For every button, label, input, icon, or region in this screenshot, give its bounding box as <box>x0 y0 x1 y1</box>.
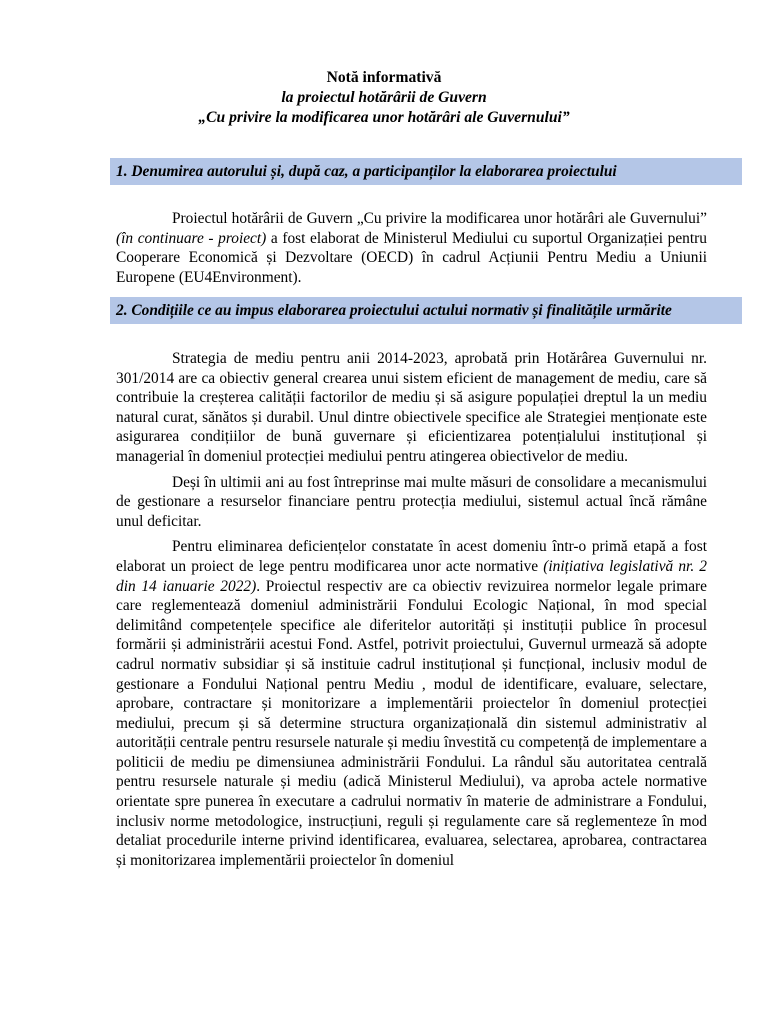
text-run: a fost elaborat de Ministerul Mediului cu suportul Organizației pentru Cooperare Economică și Dezvoltare (OECD) în cadrul Acțiunii Pentru Mediu a Uniunii Europene (EU4Environment). <box>116 229 707 286</box>
italic-note: (în continuare - proiect) <box>116 229 267 247</box>
document-subject: „Cu privire la modificarea unor hotărâri ale Guvernului” <box>198 109 570 126</box>
section-1-heading: 1. Denumirea autorului și, după caz, a participanților la elaborarea proiectului <box>110 158 742 185</box>
section-2-paragraph-1: Strategia de mediu pentru anii 2014-2023, aprobată prin Hotărârea Guvernului nr. 301/2014 are ca obiectiv general crearea unui sistem eficient de management de mediu, care să contribuie la creșterea calității factorilor de mediu și să asigure populației dreptul la un mediu natural curat, sănătos și durabil. Unul dintre obiectivele specifice ale Strategiei menționate este asigurarea condițiilor de bună guvernare și eficientizarea potențialului instituțional și managerial în domeniul protecției mediului pentru atingerea obiectivelor de mediu. <box>116 350 707 465</box>
text-run: . Proiectul respectiv are ca obiectiv revizuirea normelor legale primare care reglementează domeniul administrării Fondului Ecologic Național, în mod special delimitând competențele specifice ale diferitelor autorități și instituții publice în procesul formării și administrării acestui Fond. Astfel, potrivit proiectului, Guvernul urmează să adopte cadrul normativ subsidiar și să instituie cadrul instituțional și funcțional, inclusiv modul de gestionare a Fondului Național pentru Mediu , modul de identificare, evaluare, selectare, aprobare, contractare și monitorizare a implementării proiectelor în domeniul protecției mediului, precum și să determine structura organizațională din sistemul administrativ al autorității centrale pentru resursele naturale și mediu învestită cu competență de implementare a politicii de mediu pe dimensiunea administrării Fondului. La rândul său autoritatea centrală pentru resursele naturale și mediu (adică Ministerul Mediului), va aproba actele normative orientate spre punerea în executare a cadrului normativ în materie de administrare a Fondului, inclusiv norme metodologice, instrucțiuni, reguli și regulamente care să reglementeze în mod detaliat procedurile interne privind identificarea, evaluarea, selectarea, aprobarea, contractarea și monitorizarea implementării proiectelor în domeniul <box>116 577 707 869</box>
section-1-paragraph <box>116 209 707 287</box>
text-run: Proiectul hotărârii de Guvern „Cu privire la modificarea unor hotărâri ale Guvernului” <box>172 210 707 227</box>
document-title: Notă informativă <box>326 69 442 86</box>
section-2-heading: 2. Condițiile ce au impus elaborarea proiectului actului normativ și finalitățile urmărite <box>110 297 742 324</box>
section-2-paragraph-3 <box>116 537 707 870</box>
section-2-body <box>116 349 707 870</box>
section-2-paragraph-2: Deși în ultimii ani au fost întreprinse mai multe măsuri de consolidare a mecanismului de gestionare a resurselor financiare pentru protecția mediului, sistemul actual încă rămâne unul deficitar. <box>116 473 707 530</box>
document-title-block <box>0 68 768 128</box>
section-1-body <box>116 209 707 287</box>
document-subtitle: la proiectul hotărârii de Guvern <box>281 89 487 106</box>
italic-note: (inițiativa legislativă nr. 2 din 14 ianuarie 2022) <box>116 557 707 595</box>
text-run: Pentru eliminarea deficiențelor constatate în acest domeniu într-o primă etapă a fost elaborat un proiect de lege pentru modificarea unor acte normative <box>116 538 707 575</box>
